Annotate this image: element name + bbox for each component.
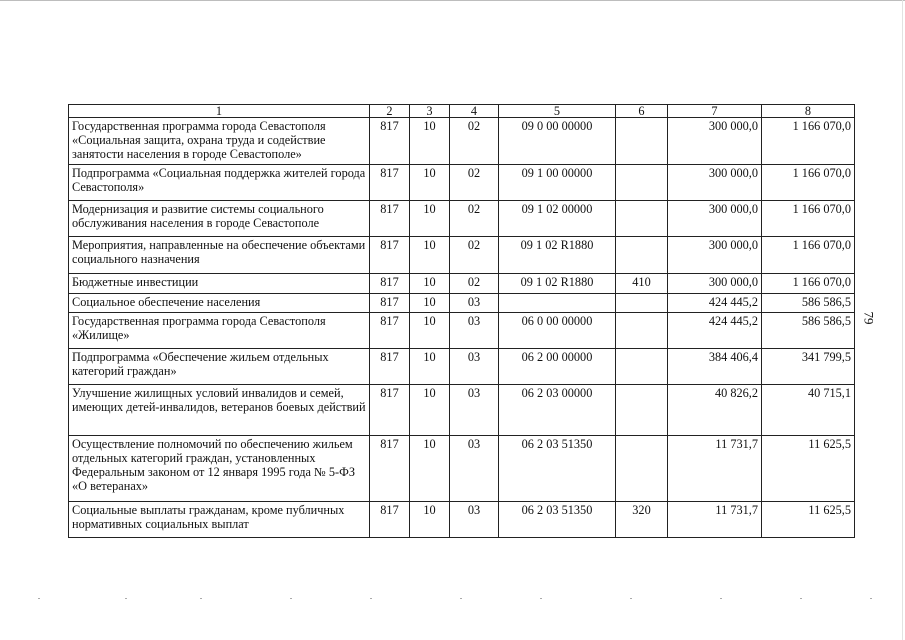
- header-cell: 3: [410, 105, 450, 118]
- table-row: [69, 501, 855, 537]
- row-amount-1: 40 826,2: [668, 384, 762, 435]
- row-ministry-code: 817: [370, 348, 410, 384]
- row-expense-type: [616, 348, 668, 384]
- header-cell: 5: [499, 105, 616, 118]
- row-expense-type: 410: [616, 273, 668, 293]
- row-amount-2: 11 625,5: [762, 435, 855, 501]
- row-name: Мероприятия, направленные на обеспечение объектами социального назначения: [69, 236, 370, 273]
- header-cell: 7: [668, 105, 762, 118]
- header-cell: 2: [370, 105, 410, 118]
- table-row: [69, 200, 855, 236]
- row-name: Подпрограмма «Социальная поддержка жителей города Севастополя»: [69, 164, 370, 200]
- row-ministry-code: 817: [370, 293, 410, 312]
- row-amount-1: 424 445,2: [668, 293, 762, 312]
- row-ministry-code: 817: [370, 435, 410, 501]
- table-header-row: [69, 105, 855, 118]
- row-expense-type: [616, 435, 668, 501]
- row-expense-type: [616, 312, 668, 348]
- row-name: Социальные выплаты гражданам, кроме публичных нормативных социальных выплат: [69, 501, 370, 537]
- row-ministry-code: 817: [370, 200, 410, 236]
- row-amount-1: 424 445,2: [668, 312, 762, 348]
- row-amount-1: 300 000,0: [668, 164, 762, 200]
- row-name: Модернизация и развитие системы социального обслуживания населения в городе Севастополе: [69, 200, 370, 236]
- table-row: [69, 236, 855, 273]
- header-cell: 8: [762, 105, 855, 118]
- row-ministry-code: 817: [370, 164, 410, 200]
- header-cell: 4: [450, 105, 499, 118]
- row-amount-1: 300 000,0: [668, 118, 762, 165]
- row-section-code: 10: [410, 236, 450, 273]
- header-cell: 6: [616, 105, 668, 118]
- row-amount-2: 586 586,5: [762, 293, 855, 312]
- row-expense-type: [616, 293, 668, 312]
- row-subsection-code: 03: [450, 384, 499, 435]
- row-expense-type: [616, 118, 668, 165]
- row-target-code: 06 2 03 51350: [499, 435, 616, 501]
- row-expense-type: 320: [616, 501, 668, 537]
- row-target-code: 09 1 02 R1880: [499, 236, 616, 273]
- row-amount-1: 384 406,4: [668, 348, 762, 384]
- row-ministry-code: 817: [370, 501, 410, 537]
- row-target-code: 09 1 00 00000: [499, 164, 616, 200]
- row-section-code: 10: [410, 348, 450, 384]
- page-number: 79: [861, 311, 877, 325]
- row-section-code: 10: [410, 501, 450, 537]
- row-name: Подпрограмма «Обеспечение жильем отдельных категорий граждан»: [69, 348, 370, 384]
- row-section-code: 10: [410, 293, 450, 312]
- row-expense-type: [616, 384, 668, 435]
- row-amount-2: 1 166 070,0: [762, 236, 855, 273]
- row-name: Социальное обеспечение населения: [69, 293, 370, 312]
- row-section-code: 10: [410, 273, 450, 293]
- table-row: [69, 164, 855, 200]
- row-amount-1: 300 000,0: [668, 200, 762, 236]
- scan-speckles: [30, 598, 890, 602]
- row-subsection-code: 02: [450, 164, 499, 200]
- row-section-code: 10: [410, 435, 450, 501]
- row-target-code: 09 1 02 00000: [499, 200, 616, 236]
- row-name: Осуществление полномочий по обеспечению жильем отдельных категорий граждан, установленных Федеральным законом от 12 января 1995 года № 5-ФЗ «О ветеранах»: [69, 435, 370, 501]
- table-row: [69, 384, 855, 435]
- row-name: Государственная программа города Севастополя «Жилище»: [69, 312, 370, 348]
- row-amount-1: 11 731,7: [668, 501, 762, 537]
- row-subsection-code: 03: [450, 348, 499, 384]
- row-subsection-code: 02: [450, 273, 499, 293]
- row-target-code: 06 2 00 00000: [499, 348, 616, 384]
- row-amount-2: 586 586,5: [762, 312, 855, 348]
- row-amount-2: 40 715,1: [762, 384, 855, 435]
- row-target-code: 09 1 02 R1880: [499, 273, 616, 293]
- row-section-code: 10: [410, 384, 450, 435]
- row-name: Бюджетные инвестиции: [69, 273, 370, 293]
- row-section-code: 10: [410, 200, 450, 236]
- row-amount-2: 1 166 070,0: [762, 118, 855, 165]
- row-amount-1: 11 731,7: [668, 435, 762, 501]
- row-target-code: 09 0 00 00000: [499, 118, 616, 165]
- row-amount-1: 300 000,0: [668, 273, 762, 293]
- scan-right-edge: [902, 0, 903, 640]
- row-section-code: 10: [410, 164, 450, 200]
- row-amount-2: 341 799,5: [762, 348, 855, 384]
- row-ministry-code: 817: [370, 312, 410, 348]
- row-target-code: 06 0 00 00000: [499, 312, 616, 348]
- budget-table: [68, 104, 855, 538]
- row-target-code: 06 2 03 00000: [499, 384, 616, 435]
- table-row: [69, 435, 855, 501]
- row-expense-type: [616, 236, 668, 273]
- table-row: [69, 312, 855, 348]
- row-ministry-code: 817: [370, 236, 410, 273]
- row-subsection-code: 02: [450, 200, 499, 236]
- row-name: Государственная программа города Севастополя «Социальная защита, охрана труда и содействие занятости населения в городе Севастополе»: [69, 118, 370, 165]
- row-ministry-code: 817: [370, 118, 410, 165]
- row-amount-1: 300 000,0: [668, 236, 762, 273]
- table-row: [69, 348, 855, 384]
- row-amount-2: 11 625,5: [762, 501, 855, 537]
- scan-top-edge: [0, 0, 905, 1]
- row-subsection-code: 03: [450, 501, 499, 537]
- header-cell: 1: [69, 105, 370, 118]
- table-row: [69, 293, 855, 312]
- row-subsection-code: 02: [450, 236, 499, 273]
- row-ministry-code: 817: [370, 384, 410, 435]
- row-subsection-code: 03: [450, 435, 499, 501]
- row-amount-2: 1 166 070,0: [762, 273, 855, 293]
- row-subsection-code: 02: [450, 118, 499, 165]
- row-ministry-code: 817: [370, 273, 410, 293]
- row-expense-type: [616, 164, 668, 200]
- row-target-code: 06 2 03 51350: [499, 501, 616, 537]
- row-subsection-code: 03: [450, 312, 499, 348]
- row-section-code: 10: [410, 312, 450, 348]
- row-section-code: 10: [410, 118, 450, 165]
- row-amount-2: 1 166 070,0: [762, 164, 855, 200]
- row-name: Улучшение жилищных условий инвалидов и семей, имеющих детей-инвалидов, ветеранов боевых действий: [69, 384, 370, 435]
- table-row: [69, 273, 855, 293]
- row-expense-type: [616, 200, 668, 236]
- row-target-code: [499, 293, 616, 312]
- row-amount-2: 1 166 070,0: [762, 200, 855, 236]
- row-subsection-code: 03: [450, 293, 499, 312]
- table-row: [69, 118, 855, 165]
